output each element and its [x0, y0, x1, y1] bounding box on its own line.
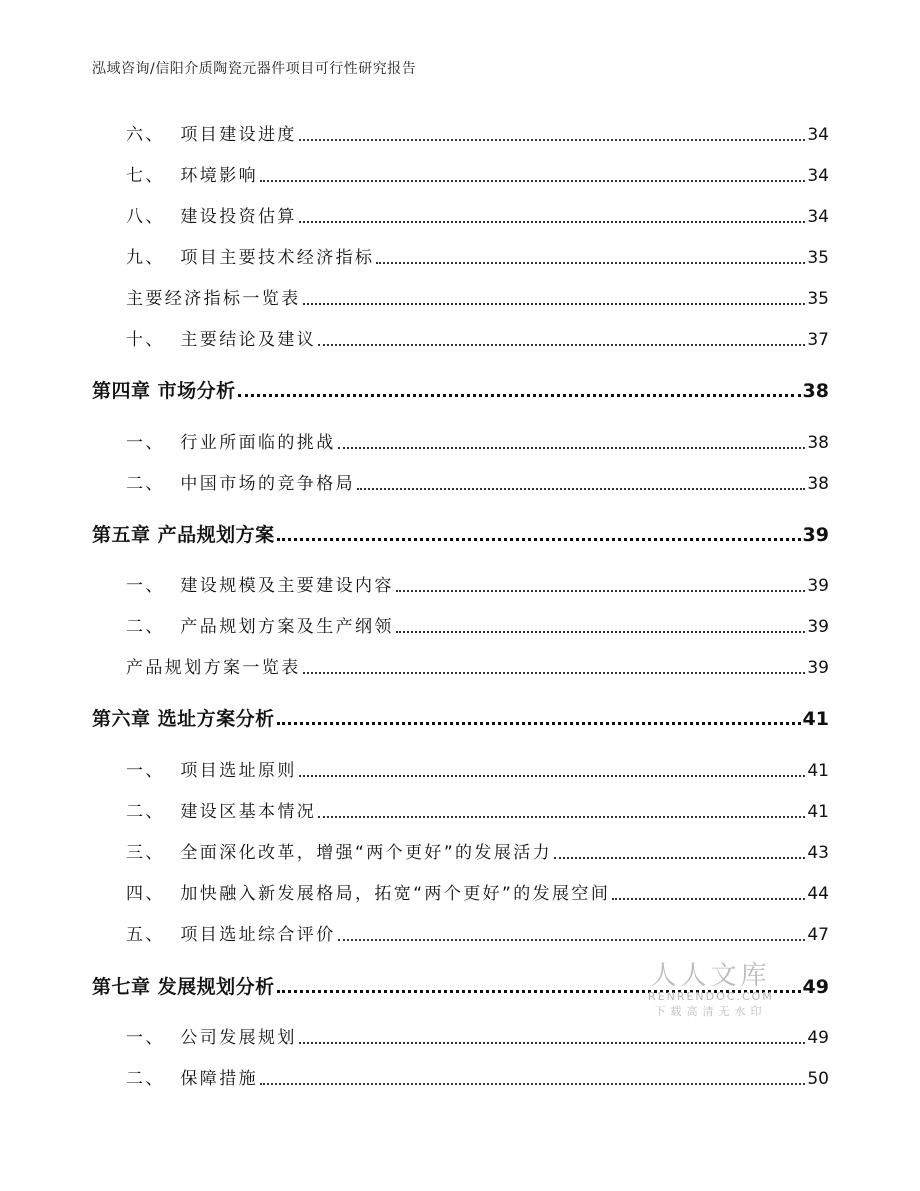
toc-entry-label: 十、 主要结论及建议: [126, 330, 317, 350]
toc-entry-label: 二、 产品规划方案及生产纲领: [126, 617, 394, 637]
toc-entry-label: 二、 中国市场的竞争格局: [126, 474, 356, 494]
toc-leader-dots: [303, 672, 806, 674]
toc-entry-label: 五、 项目选址综合评价: [126, 925, 336, 945]
toc-entry-page: 44: [807, 884, 829, 904]
toc-leader-dots: [238, 394, 801, 397]
toc-entry-label: 产品规划方案一览表: [126, 658, 301, 678]
toc-chapter-page: 39: [802, 524, 829, 546]
toc-chapter[interactable]: [92, 521, 829, 549]
toc-leader-dots: [299, 139, 806, 141]
toc-leader-dots: [318, 344, 805, 346]
toc-entry[interactable]: [126, 203, 829, 231]
toc-entry-page: 39: [807, 658, 829, 678]
toc-leader-dots: [303, 303, 806, 305]
toc-chapter-page: 41: [802, 708, 829, 730]
toc-entry[interactable]: [126, 613, 829, 641]
toc-chapter-label: 第六章 选址方案分析: [92, 708, 275, 730]
toc-entry-page: 34: [807, 207, 829, 227]
toc-entry[interactable]: [126, 244, 829, 272]
toc-entry-page: 41: [807, 761, 829, 781]
toc-leader-dots: [299, 775, 806, 777]
toc-entry-page: 34: [807, 125, 829, 145]
toc-entry[interactable]: [126, 757, 829, 785]
toc-entry-label: 一、 行业所面临的挑战: [126, 433, 336, 453]
toc-entry-label: 七、 环境影响: [126, 166, 259, 186]
toc-entry[interactable]: [126, 429, 829, 457]
toc-leader-dots: [338, 447, 806, 449]
toc-entry-page: 43: [807, 843, 829, 863]
toc-entry-page: 35: [807, 289, 829, 309]
toc-leader-dots: [554, 857, 805, 859]
toc-chapter[interactable]: [92, 705, 829, 733]
toc-leader-dots: [396, 590, 806, 592]
toc-entry[interactable]: [126, 285, 829, 313]
toc-leader-dots: [318, 816, 805, 818]
watermark: [648, 962, 773, 1020]
toc-entry[interactable]: [126, 121, 829, 149]
toc-chapter[interactable]: [92, 377, 829, 405]
watermark-logo: 人人文库: [650, 961, 771, 991]
toc-entry[interactable]: [126, 1065, 829, 1093]
toc-entry[interactable]: [126, 572, 829, 600]
toc-entry-label: 八、 建设投资估算: [126, 207, 297, 227]
toc-leader-dots: [357, 488, 805, 490]
toc-leader-dots: [260, 1083, 805, 1085]
toc-entry[interactable]: [126, 1024, 829, 1052]
toc-entry-page: 41: [807, 802, 829, 822]
toc-entry-label: 一、 公司发展规划: [126, 1028, 297, 1048]
watermark-tagline: 下载高清无水印: [654, 1005, 767, 1018]
toc-leader-dots: [277, 722, 801, 725]
toc-chapter-label: 第七章 发展规划分析: [92, 976, 275, 998]
toc-entry-page: 34: [807, 166, 829, 186]
toc-leader-dots: [612, 898, 805, 900]
toc-entry[interactable]: [126, 326, 829, 354]
watermark-url: RENRENDOC.COM: [648, 990, 774, 1003]
page-header: 泓域咨询/信阳介质陶瓷元器件项目可行性研究报告: [92, 61, 417, 77]
toc-entry-page: 47: [807, 925, 829, 945]
toc-entry-label: 四、 加快融入新发展格局，拓宽“两个更好”的发展空间: [126, 884, 611, 904]
toc-entry-label: 一、 项目选址原则: [126, 761, 297, 781]
toc-chapter-page: 38: [802, 380, 829, 402]
toc-leader-dots: [396, 631, 806, 633]
toc-leader-dots: [260, 180, 805, 182]
toc-entry-page: 49: [807, 1028, 829, 1048]
toc-entry-label: 六、 项目建设进度: [126, 125, 297, 145]
toc-entry-page: 38: [807, 474, 829, 494]
toc-entry-label: 二、 保障措施: [126, 1069, 259, 1089]
toc-entry-page: 39: [807, 576, 829, 596]
toc-entry-page: 37: [807, 330, 829, 350]
toc-chapter-page: 49: [802, 976, 829, 998]
toc-entry-page: 39: [807, 617, 829, 637]
toc-entry[interactable]: [126, 470, 829, 498]
toc-entry-page: 35: [807, 248, 829, 268]
toc-entry-page: 50: [807, 1069, 829, 1089]
toc-entry-label: 二、 建设区基本情况: [126, 802, 317, 822]
toc-entry-label: 九、 项目主要技术经济指标: [126, 248, 375, 268]
toc-entry[interactable]: [126, 654, 829, 682]
toc-entry-label: 三、 全面深化改革，增强“两个更好”的发展活力: [126, 843, 553, 863]
toc-entry[interactable]: [126, 839, 829, 867]
toc-entry[interactable]: [126, 798, 829, 826]
toc-entry[interactable]: [126, 880, 829, 908]
toc-entry-label: 主要经济指标一览表: [126, 289, 301, 309]
toc-chapter-label: 第五章 产品规划方案: [92, 524, 275, 546]
toc-chapter-label: 第四章 市场分析: [92, 380, 236, 402]
toc-leader-dots: [376, 262, 805, 264]
toc-leader-dots: [299, 221, 806, 223]
toc-entry-page: 38: [807, 433, 829, 453]
toc-leader-dots: [277, 538, 801, 541]
toc-leader-dots: [338, 939, 806, 941]
toc-entry[interactable]: [126, 162, 829, 190]
toc-entry-label: 一、 建设规模及主要建设内容: [126, 576, 394, 596]
toc-leader-dots: [299, 1042, 806, 1044]
toc-entry[interactable]: [126, 921, 829, 949]
